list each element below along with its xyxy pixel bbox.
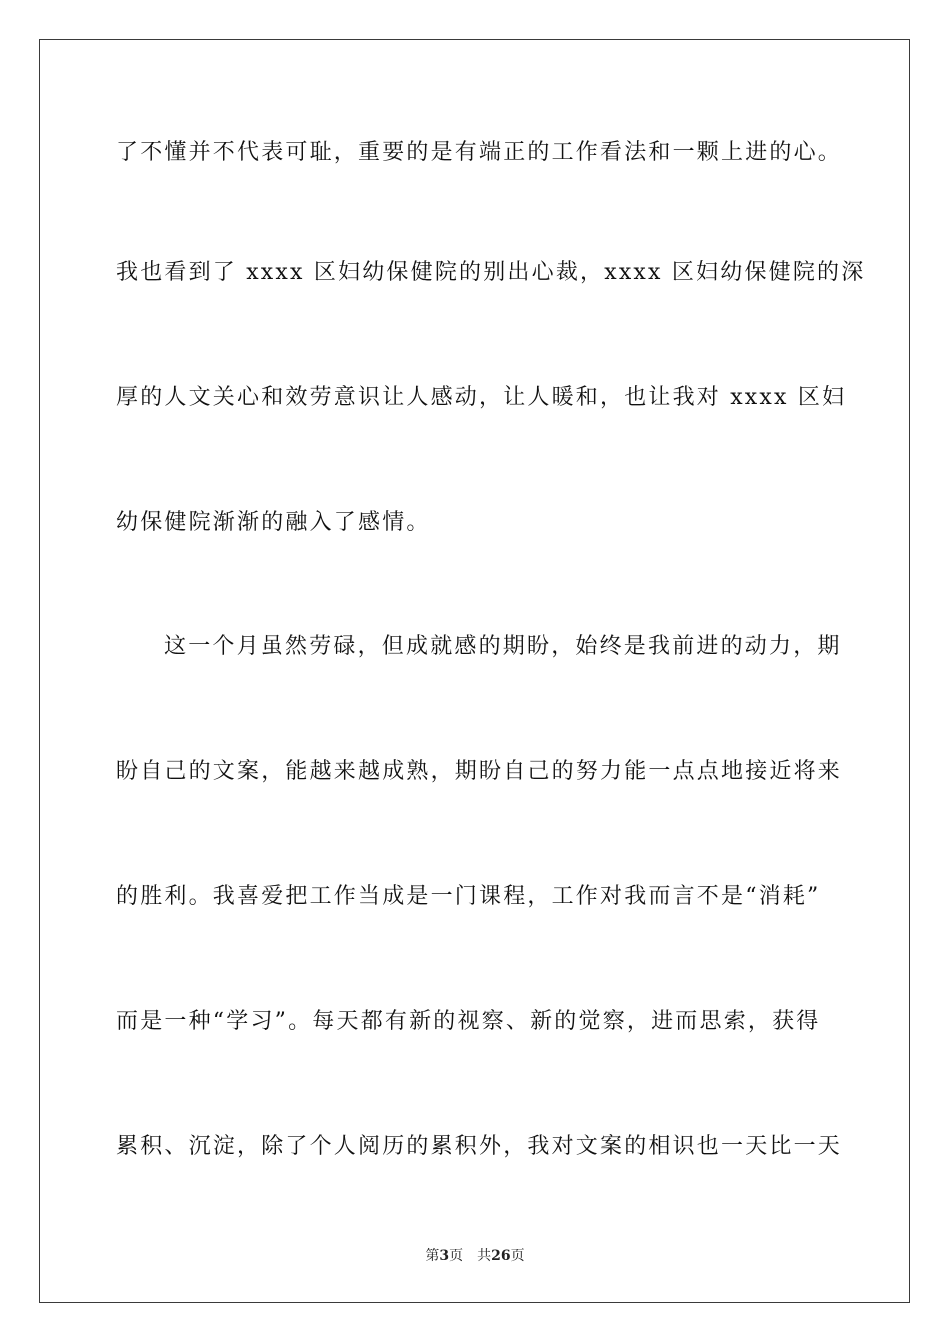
paragraph-line: 我也看到了 xxxx 区妇幼保健院的别出心裁，xxxx 区妇幼保健院的深 [116, 260, 866, 285]
paragraph-line: 的胜利。我喜爱把工作当成是一门课程，工作对我而言不是“消耗” [116, 884, 821, 909]
paragraph-line: 而是一种“学习”。每天都有新的视察、新的觉察，进而思索，获得 [116, 1009, 821, 1034]
page-border [39, 39, 910, 1303]
total-suffix: 页 [510, 1248, 525, 1264]
paragraph-line: 这一个月虽然劳碌，但成就感的期盼，始终是我前进的动力，期 [164, 634, 842, 659]
total-pages: 26 [491, 1248, 511, 1264]
page-number: 3 [439, 1248, 450, 1264]
paragraph-line: 累积、沉淀，除了个人阅历的累积外，我对文案的相识也一天比一天 [116, 1134, 843, 1159]
paragraph-line: 了不懂并不代表可耻，重要的是有端正的工作看法和一颗上进的心。 [116, 140, 843, 165]
paragraph-line: 幼保健院渐渐的融入了感情。 [116, 510, 431, 535]
page-footer [0, 1246, 950, 1266]
paragraph-line: 盼自己的文案，能越来越成熟，期盼自己的努力能一点点地接近将来 [116, 759, 843, 784]
paragraph-line: 厚的人文关心和效劳意识让人感动，让人暖和，也让我对 xxxx 区妇 [116, 385, 847, 410]
total-prefix: 共 [477, 1248, 492, 1264]
page-suffix: 页 [449, 1248, 464, 1264]
page-prefix: 第 [425, 1248, 440, 1264]
